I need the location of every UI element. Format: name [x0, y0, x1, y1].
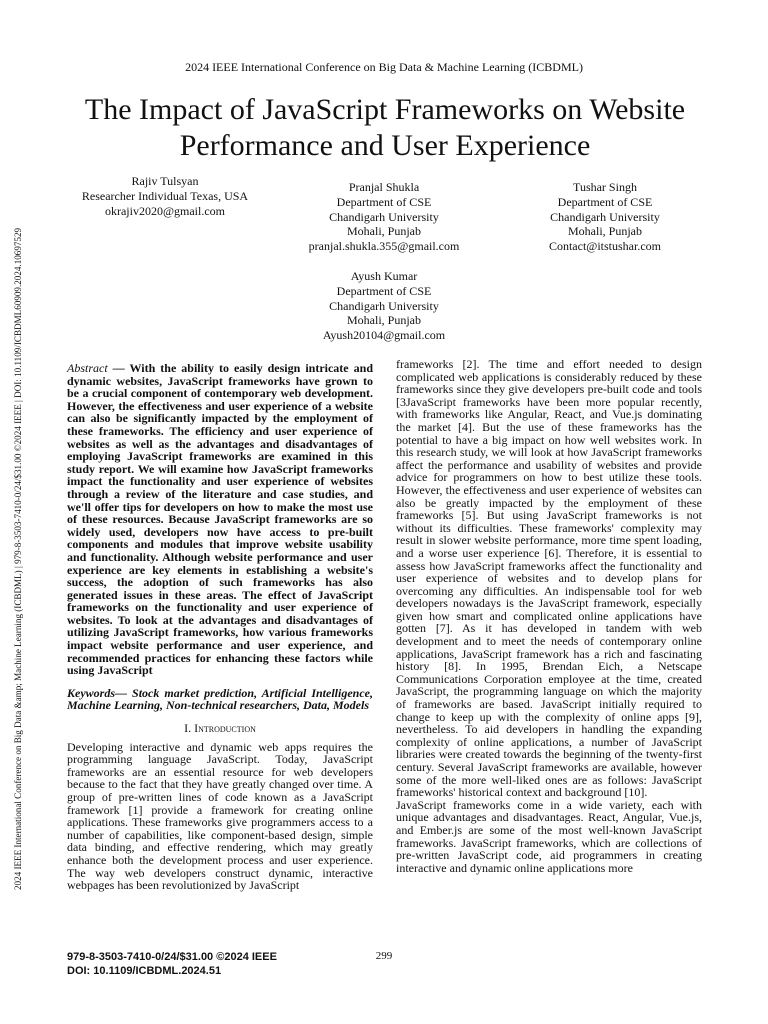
author-email: okrajiv2020@gmail.com: [104, 203, 226, 218]
body-paragraph-1: frameworks [2]. The time and effort needed to design complicated web applications is considerably reduced by these frameworks since they give developers pre-built code and tools [3JavaScript frameworks have been more popular recently, with frameworks like Angular, React, and Vue.js dominating the market [4]. But the use of these frameworks has the potential to have a big impact on how well websites work. In this research study, we will look at how JavaScript frameworks affect the performance and usability of websites and provide advice for programmers on how to best utilize these tools. However, the effectiveness and user experience of websites can also be greatly impacted by the employment of these frameworks [5]. But using JavaScript frameworks is not without its difficulties. These frameworks' complexity may result in slower website performance, more time spent loading, and a worse user experience [6]. Therefore, it is essential to assess how JavaScript frameworks affect the functionality and user experience of websites and to develop plans for overcoming any difficulties. An indispensable tool for web developers nowadays is the JavaScript framework, especially given how smart and complicated online applications have gotten [7]. As it has developed in tandem with web development and to meet the needs of contemporary online applications, JavaScript framework has a rich and fascinating history [8]. In 1995, Brendan Eich, a Netscape Communications Corporation employee at the time, created JavaScript, the programming language on which the majority of frameworks are based. JavaScript initially required to change to keep up with the complexity of online apps [9], nevertheless. To aid developers in handling the expanding complexity of online applications, a number of JavaScript libraries were created towards the beginning of the twenty-first century. Several JavaScript frameworks are available, however some of the more well-liked ones are as follows: JavaScript frameworks' historical context and background [10].: [396, 357, 702, 800]
page-number: 299: [375, 950, 393, 962]
footer-doi: DOI: 10.1109/ICBDML.2024.51: [67, 965, 222, 977]
author-department: Department of CSE: [557, 194, 653, 209]
author-university: Chandigarh University: [550, 209, 660, 224]
author-department: Department of CSE: [336, 283, 432, 298]
abstract-label: Abstract: [67, 361, 108, 375]
author-email: Ayush20104@gmail.com: [322, 328, 446, 343]
author-name: Tushar Singh: [573, 180, 637, 194]
author-location: Mohali, Punjab: [568, 224, 642, 239]
title-line-2: Performance and User Experience: [179, 129, 591, 162]
paper-title: [60, 92, 710, 164]
author-university: Chandigarh University: [329, 298, 439, 313]
abstract-text: — With the ability to easily design intricate and dynamic websites, JavaScript frameworks have grown to be a crucial component of contemporary web development. However, the effectiveness and user experience of a website can also be significantly impacted by the employment of these frameworks. The efficiency and user experience of websites as well as the advantages and disadvantages of employing JavaScript frameworks are examined in this study report. We will examine how JavaScript frameworks impact the functionality and user experience of websites through a review of the literature and case studies, and we'll offer tips for developers on how to make the most use of these resources. Because JavaScript frameworks are so widely used, developers now have access to pre-built components and modules that improve website usability and functionality. Although website performance and user experience are key elements in establishing a website's success, the adoption of such frameworks has also generated issues in these areas. The effect of JavaScript frameworks on the functionality and user experience of websites. To look at the advantages and disadvantages of utilizing JavaScript frameworks, how various frameworks impact website performance and user experience, and recommended practices for enhancing these factors while using JavaScript: [67, 361, 373, 678]
author-location: Mohali, Punjab: [347, 313, 421, 328]
conference-header: 2024 IEEE International Conference on Big Data & Machine Learning (ICBDML): [185, 60, 583, 74]
section-heading-introduction: I. Introduction: [184, 721, 256, 736]
author-name: Ayush Kumar: [350, 269, 418, 283]
author-name: Pranjal Shukla: [348, 180, 420, 194]
author-block-3: [510, 180, 700, 254]
author-affiliation: Researcher Individual Texas, USA: [81, 188, 249, 203]
footer-isbn: 979-8-3503-7410-0/24/$31.00 ©2024 IEEE: [67, 951, 277, 963]
author-name: Rajiv Tulsyan: [131, 174, 199, 188]
side-citation-text: 2024 IEEE International Conference on Big Data &amp; Machine Learning (ICBDML) | 979-8-3503-7410-0/24/$31.00 ©2024 IEEE | DOI: 10.1109/ICBDML60909.2024.10697529: [13, 227, 23, 890]
author-block-2: [284, 180, 484, 254]
author-location: Mohali, Punjab: [347, 224, 421, 239]
keywords: Keywords— Stock market prediction, Artificial Intelligence, Machine Learning, Non-technical researchers, Data, Models: [67, 685, 373, 713]
side-citation-strip: [11, 130, 25, 890]
author-email: pranjal.shukla.355@gmail.com: [308, 239, 460, 254]
abstract: [67, 362, 373, 677]
author-university: Chandigarh University: [329, 209, 439, 224]
left-column: [67, 362, 373, 892]
right-column: [396, 358, 702, 874]
title-line-1: The Impact of JavaScript Frameworks on Website: [84, 93, 686, 126]
author-block-4: [284, 269, 484, 343]
body-paragraph-2: JavaScript frameworks come in a wide variety, each with unique advantages and disadvantages. React, Angular, Vue.js, and Ember.js are some of the most well-known JavaScript frameworks. JavaScript frameworks, which are collections of pre-written JavaScript code, aid programmers in creating interactive and dynamic online applications more: [396, 797, 702, 875]
author-block-1: [60, 174, 270, 218]
author-email: Contact@itstushar.com: [548, 239, 662, 254]
author-department: Department of CSE: [336, 194, 432, 209]
introduction-paragraph: Developing interactive and dynamic web apps requires the programming language JavaScript. Today, JavaScript frameworks are an essential resource for web developers because to the fact that they have greatly changed over time. A group of pre-written lines of code known as a JavaScript framework [1] provide a framework for creating online applications. These frameworks give programmers access to a number of capabilities, like component-based design, simple data binding, and effective rendering, which may greatly enhance both the development process and user experience. The way web developers construct dynamic, interactive webpages has been revolutionized by JavaScript: [67, 739, 373, 893]
